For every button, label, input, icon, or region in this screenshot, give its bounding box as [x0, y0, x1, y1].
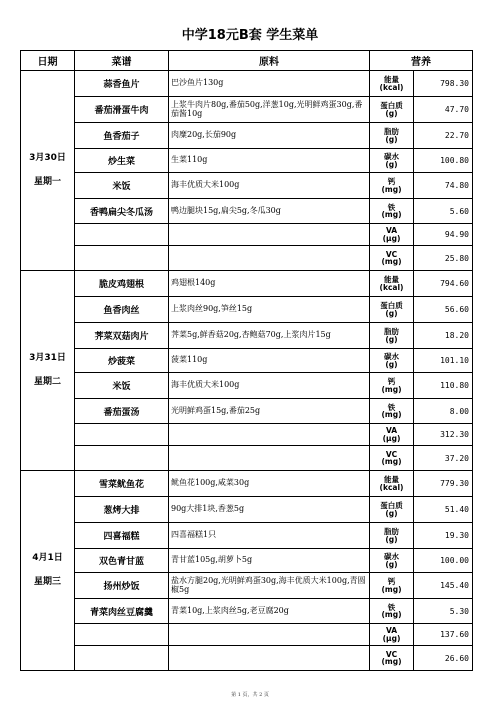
ingredients-cell: 肉糜20g,长茄90g	[169, 123, 370, 149]
nutrient-label-cell	[370, 224, 414, 246]
nutrient-name: 铁	[387, 602, 396, 612]
ingredients-cell	[169, 446, 370, 471]
page-title: 中学18元B套 学生菜单	[181, 28, 319, 43]
menu-row	[21, 523, 473, 549]
ingredients-cell: 90g大排1块,香葱5g	[169, 497, 370, 523]
dish-cell: 扬州炒饭	[75, 573, 169, 599]
dish-cell: 荠菜双菇肉片	[75, 323, 169, 349]
nutrient-unit: (mg)	[381, 610, 402, 619]
ingredients-cell	[169, 424, 370, 446]
dish-cell: 双色青甘蓝	[75, 549, 169, 573]
header-nutrition: 营养	[370, 51, 473, 71]
nutrient-unit: (g)	[385, 159, 398, 169]
dish-cell	[75, 246, 169, 271]
nutrient-value: 18.20	[414, 323, 473, 349]
nutrient-label-cell	[370, 323, 414, 349]
dish-cell: 炒生菜	[75, 149, 169, 173]
nutrient-value: 779.30	[414, 471, 473, 497]
menu-row	[21, 373, 473, 399]
nutrient-name: VC	[385, 249, 398, 259]
menu-row	[21, 424, 473, 446]
nutrient-name: 碳水	[384, 552, 399, 561]
weekday-label: 星期二	[33, 376, 61, 387]
nutrient-unit: (g)	[385, 559, 398, 569]
nutrient-value: 47.70	[414, 97, 473, 123]
nutrient-value: 51.40	[414, 497, 473, 523]
ingredients-cell	[169, 246, 370, 271]
nutrient-label-cell	[370, 549, 414, 573]
ingredients-cell: 鸡翅根140g	[169, 271, 370, 297]
nutrient-label-cell	[370, 349, 414, 373]
ingredients-cell: 鸭边腿块15g,扁尖5g,冬瓜30g	[169, 199, 370, 224]
nutrient-value: 25.80	[414, 246, 473, 271]
dish-cell: 香鸭扁尖冬瓜汤	[75, 199, 169, 224]
nutrient-value: 312.30	[414, 424, 473, 446]
dish-cell: 脆皮鸡翅根	[75, 271, 169, 297]
ingredients-cell: 巴沙鱼片130g	[169, 71, 370, 97]
nutrient-unit: (mg)	[381, 257, 402, 266]
dish-cell: 鱼香茄子	[75, 123, 169, 149]
nutrient-label-cell	[370, 97, 414, 123]
nutrient-name: 能量	[384, 475, 399, 484]
nutrient-value: 19.30	[414, 523, 473, 549]
nutrient-unit: (mg)	[381, 210, 402, 219]
nutrient-name: 蛋白质	[380, 101, 403, 110]
ingredients-cell: 海丰优质大米100g	[169, 173, 370, 199]
menu-row	[21, 246, 473, 271]
nutrient-unit: (mg)	[381, 384, 402, 394]
nutrient-value: 100.80	[414, 149, 473, 173]
menu-row	[21, 149, 473, 173]
date-label: 4月1日	[32, 553, 63, 564]
nutrient-label-cell	[370, 523, 414, 549]
nutrient-unit: (μg)	[382, 633, 401, 643]
nutrient-value: 22.70	[414, 123, 473, 149]
dish-cell	[75, 424, 169, 446]
nutrient-label-cell	[370, 446, 414, 471]
ingredients-cell: 青甘蓝105g,胡萝卜5g	[169, 549, 370, 573]
nutrient-unit: (mg)	[381, 657, 402, 666]
nutrient-unit: (mg)	[381, 410, 402, 419]
nutrient-value: 5.30	[414, 599, 473, 624]
nutrient-unit: (g)	[385, 308, 398, 318]
date-cell	[21, 71, 75, 271]
menu-row	[21, 297, 473, 323]
nutrient-name: VC	[385, 449, 398, 459]
nutrient-name: VA	[385, 626, 398, 635]
dish-cell: 炒菠菜	[75, 349, 169, 373]
nutrient-label-cell	[370, 71, 414, 97]
nutrient-name: 铁	[387, 402, 396, 412]
ingredients-cell: 海丰优质大米100g	[169, 373, 370, 399]
nutrient-name: 蛋白质	[380, 301, 403, 310]
ingredients-cell: 上浆牛肉片80g,番茄50g,洋葱10g,光明鲜鸡蛋30g,番茄酱10g	[169, 97, 370, 123]
dish-cell: 米饭	[75, 173, 169, 199]
ingredients-cell: 鱿鱼花100g,咸菜30g	[169, 471, 370, 497]
nutrient-label-cell	[370, 497, 414, 523]
ingredients-cell: 光明鲜鸡蛋15g,番茄25g	[169, 399, 370, 424]
nutrient-unit: (mg)	[381, 584, 402, 594]
ingredients-cell: 荠菜5g,鲜香菇20g,杏鲍菇70g,上浆肉片15g	[169, 323, 370, 349]
dish-cell: 葱烤大排	[75, 497, 169, 523]
nutrient-value: 8.00	[414, 399, 473, 424]
nutrient-value: 100.00	[414, 549, 473, 573]
nutrient-name: 碳水	[384, 352, 399, 361]
dish-cell	[75, 624, 169, 646]
nutrient-name: 钙	[387, 177, 396, 186]
nutrient-unit: (kcal)	[379, 282, 404, 292]
menu-row	[21, 399, 473, 424]
menu-row	[21, 173, 473, 199]
nutrient-value: 56.60	[414, 297, 473, 323]
dish-cell: 四喜福糕	[75, 523, 169, 549]
nutrient-name: 蛋白质	[380, 501, 403, 510]
nutrient-label-cell	[370, 573, 414, 599]
menu-row	[21, 271, 473, 297]
menu-row	[21, 549, 473, 573]
nutrient-label-cell	[370, 624, 414, 646]
nutrient-name: VA	[385, 426, 398, 435]
ingredients-cell: 青菜10g,上浆肉丝5g,老豆腐20g	[169, 599, 370, 624]
menu-row	[21, 123, 473, 149]
dish-cell: 米饭	[75, 373, 169, 399]
nutrient-value: 794.60	[414, 271, 473, 297]
dish-cell: 蒜香鱼片	[75, 71, 169, 97]
dish-cell: 青菜肉丝豆腐羹	[75, 599, 169, 624]
menu-row	[21, 224, 473, 246]
nutrient-name: VC	[385, 649, 398, 659]
nutrient-unit: (g)	[385, 334, 398, 344]
nutrient-value: 101.10	[414, 349, 473, 373]
nutrient-unit: (g)	[385, 359, 398, 369]
weekday-label: 星期一	[33, 176, 61, 187]
nutrient-unit: (g)	[385, 508, 398, 518]
nutrient-label-cell	[370, 149, 414, 173]
nutrient-name: VA	[385, 226, 398, 235]
menu-row	[21, 646, 473, 671]
nutrient-label-cell	[370, 123, 414, 149]
header-dish: 菜谱	[75, 51, 169, 71]
nutrient-value: 94.90	[414, 224, 473, 246]
date-label: 3月30日	[29, 153, 66, 164]
nutrient-name: 碳水	[384, 152, 399, 161]
menu-row	[21, 573, 473, 599]
nutrient-value: 5.60	[414, 199, 473, 224]
ingredients-cell: 菠菜110g	[169, 349, 370, 373]
menu-row	[21, 71, 473, 97]
menu-row	[21, 599, 473, 624]
header-date: 日期	[21, 51, 75, 71]
nutrient-label-cell	[370, 471, 414, 497]
nutrient-unit: (g)	[385, 534, 398, 544]
nutrient-value: 798.30	[414, 71, 473, 97]
dish-cell: 鱼香肉丝	[75, 297, 169, 323]
nutrient-unit: (mg)	[381, 457, 402, 466]
date-label: 3月31日	[29, 353, 66, 364]
nutrient-unit: (g)	[385, 134, 398, 144]
menu-body	[21, 71, 473, 671]
nutrient-name: 能量	[384, 275, 399, 284]
nutrient-label-cell	[370, 199, 414, 224]
ingredients-cell: 盐水方腿20g,光明鲜鸡蛋30g,海丰优质大米100g,青圆椒5g	[169, 573, 370, 599]
nutrient-value: 145.40	[414, 573, 473, 599]
nutrient-unit: (kcal)	[379, 482, 404, 492]
nutrient-label-cell	[370, 373, 414, 399]
menu-row	[21, 323, 473, 349]
ingredients-cell	[169, 624, 370, 646]
dish-cell: 番茄滑蛋牛肉	[75, 97, 169, 123]
nutrient-unit: (μg)	[382, 233, 401, 243]
nutrient-name: 钙	[387, 577, 396, 586]
nutrient-unit: (μg)	[382, 433, 401, 443]
date-cell	[21, 471, 75, 671]
nutrient-value: 137.60	[414, 624, 473, 646]
menu-row	[21, 97, 473, 123]
dish-cell	[75, 646, 169, 671]
nutrient-label-cell	[370, 424, 414, 446]
menu-row	[21, 471, 473, 497]
menu-row	[21, 446, 473, 471]
nutrient-name: 能量	[384, 75, 399, 84]
nutrient-name: 铁	[387, 202, 396, 212]
nutrient-value: 37.20	[414, 446, 473, 471]
menu-row	[21, 199, 473, 224]
nutrient-name: 钙	[387, 377, 396, 386]
nutrient-unit: (mg)	[381, 184, 402, 194]
nutrient-label-cell	[370, 271, 414, 297]
nutrient-name: 脂肪	[384, 127, 399, 136]
dish-cell	[75, 224, 169, 246]
header-ingredients: 原料	[169, 51, 370, 71]
header-row	[21, 51, 473, 71]
ingredients-cell: 上浆肉丝90g,笋丝15g	[169, 297, 370, 323]
dish-cell: 雪菜鱿鱼花	[75, 471, 169, 497]
ingredients-cell	[169, 646, 370, 671]
nutrient-unit: (kcal)	[379, 82, 404, 92]
nutrient-label-cell	[370, 646, 414, 671]
ingredients-cell: 生菜110g	[169, 149, 370, 173]
nutrient-label-cell	[370, 399, 414, 424]
menu-row	[21, 624, 473, 646]
nutrient-label-cell	[370, 246, 414, 271]
nutrient-value: 26.60	[414, 646, 473, 671]
page-footer: 第 1 页，共 2 页	[231, 692, 269, 698]
weekday-label: 星期三	[33, 576, 61, 587]
date-cell	[21, 271, 75, 471]
dish-cell: 番茄蛋汤	[75, 399, 169, 424]
ingredients-cell	[169, 224, 370, 246]
nutrient-unit: (g)	[385, 108, 398, 118]
nutrient-name: 脂肪	[384, 327, 399, 336]
ingredients-cell: 四喜福糕1只	[169, 523, 370, 549]
menu-table	[20, 50, 473, 671]
menu-row	[21, 497, 473, 523]
menu-row	[21, 349, 473, 373]
nutrient-name: 脂肪	[384, 527, 399, 536]
nutrient-value: 110.80	[414, 373, 473, 399]
nutrient-label-cell	[370, 173, 414, 199]
nutrient-label-cell	[370, 599, 414, 624]
nutrient-value: 74.80	[414, 173, 473, 199]
dish-cell	[75, 446, 169, 471]
nutrient-label-cell	[370, 297, 414, 323]
